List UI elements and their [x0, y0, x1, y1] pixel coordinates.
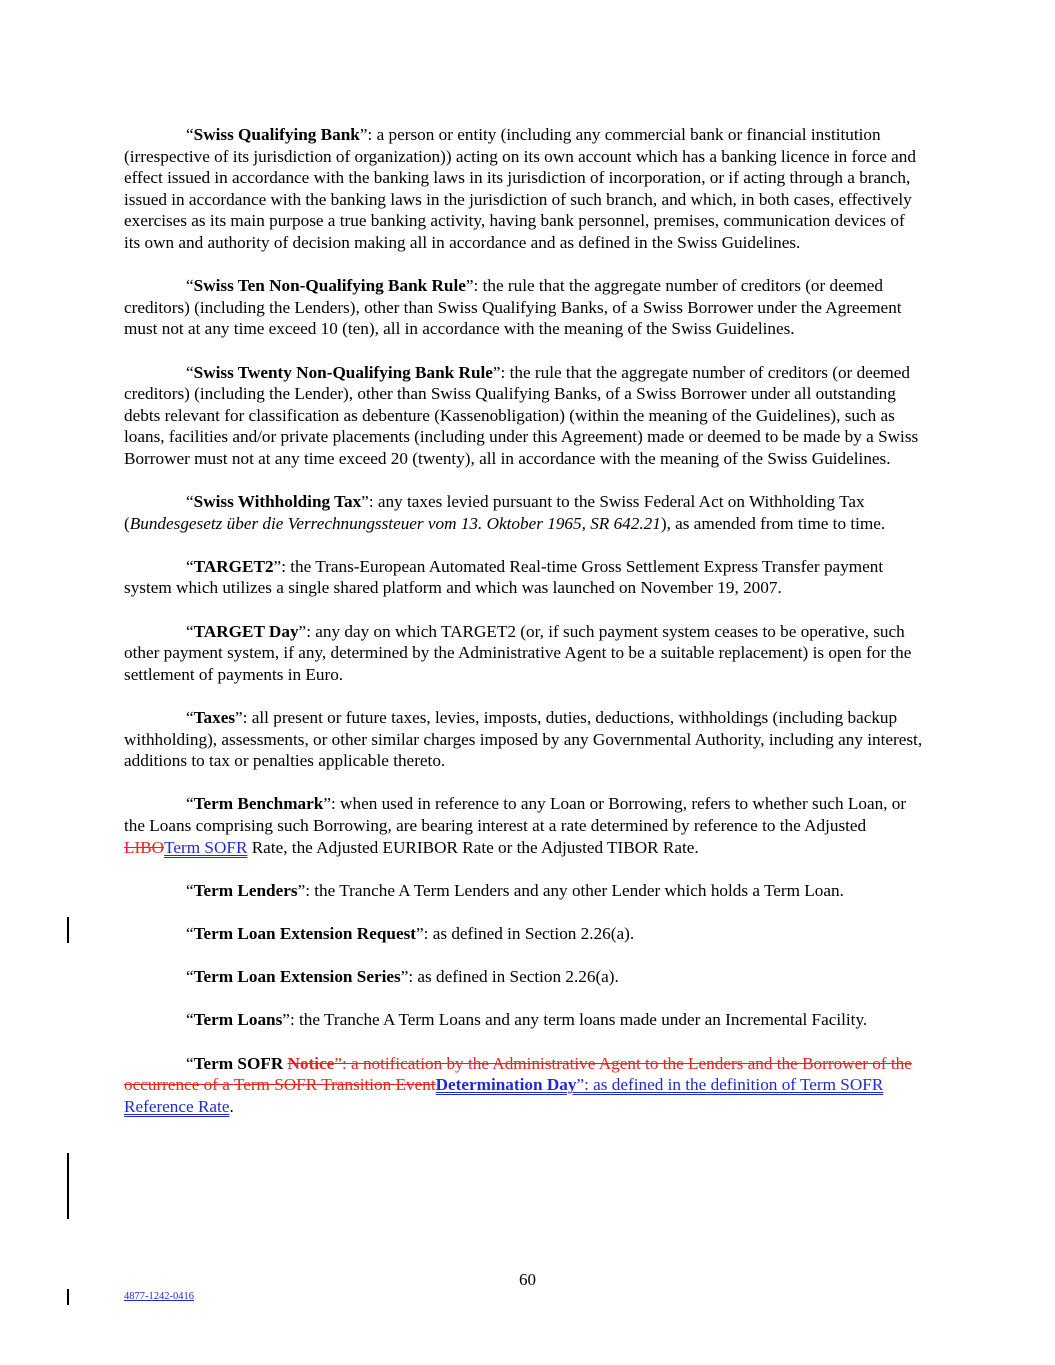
definition-swiss-qualifying-bank: “Swiss Qualifying Bank”: a person or entity (including any commercial bank or financial institution (irrespective of its jurisdiction of organization)) acting on its own account which has a banking licence in force and effect issued in accordance with the banking laws in its jurisdiction of incorporation, or if acting through a branch, issued in accordance with the banking laws in the jurisdiction of such branch, and which, in both cases, effectively exercises as its main purpose a true banking activity, having bank personnel, premises, communication devices of its own and authority of decision making all in accordance and as defined in the Swiss Guidelines.: [124, 125, 916, 252]
inserted-text: Term SOFR: [164, 837, 248, 857]
definition-swiss-ten-rule: “Swiss Ten Non-Qualifying Bank Rule”: the rule that the aggregate number of creditors (or deemed creditors) (including the Lenders), other than Swiss Qualifying Banks, of a Swiss Borrower under the Agreement must not at any time exceed 10 (ten), all in accordance with the meaning of the Swiss Guidelines.: [124, 276, 902, 339]
definition-swiss-twenty-rule: “Swiss Twenty Non-Qualifying Bank Rule”: the rule that the aggregate number of creditors (or deemed creditors) (including the Lender), other than Swiss Qualifying Banks, of a Swiss Borrower under all outstanding debts relevant for classification as debenture (Kassenobligation) (within the meaning of the Guidelines), such as loans, facilities and/or private placements (including under this Agreement) made or deemed to be made by a Swiss Borrower must not at any time exceed 20 (twenty), all in accordance with the meaning of the Swiss Guidelines.: [124, 362, 919, 468]
definition-target-day: “TARGET Day”: any day on which TARGET2 (or, if such payment system ceases to be operative, such other payment system, if any, determined by the Administrative Agent to be a suitable replacement) is open for the settlement of payments in Euro.: [124, 621, 912, 684]
definition-taxes: “Taxes”: all present or future taxes, levies, imposts, duties, deductions, withholdings (including backup withholding), assessments, or other similar charges imposed by any Governmental Authority, including any interest, additions to tax or penalties applicable thereto.: [124, 708, 923, 771]
definition-swiss-withholding-tax: “Swiss Withholding Tax”: any taxes levied pursuant to the Swiss Federal Act on Withholding Tax (Bundesgesetz über die Verrechnungssteuer vom 13. Oktober 1965, SR 642.21), as amended from time to time.: [124, 492, 886, 533]
definition-target2: “TARGET2”: the Trans-European Automated Real-time Gross Settlement Express Transfer payment system which utilizes a single shared platform and which was launched on November 19, 2007.: [124, 556, 884, 598]
definition-term-lenders: “Term Lenders”: the Tranche A Term Lenders and any other Lender which holds a Term Loan.: [186, 880, 844, 900]
change-bar: [67, 917, 69, 943]
document-body: [124, 124, 924, 1139]
deleted-text: ”: a notification by the Administrative Agent to the Lenders and the Borrower of the occurrence of a Term SOFR Transition Event: [124, 1053, 912, 1095]
deleted-text: LIBO: [124, 837, 165, 857]
definition-term-sofr-determination-day: “Term SOFR Notice”: a notification by the Administrative Agent to the Lenders and the Borrower of the occurrence of a Term SOFR Transition EventDetermination Day”: as defined in the definition of Term SOFR Reference Rate.: [124, 1053, 912, 1116]
deleted-term: Notice: [287, 1053, 335, 1073]
definition-term-loan-extension-series: “Term Loan Extension Series”: as defined in Section 2.26(a).: [186, 967, 619, 987]
change-bar: [67, 1289, 69, 1305]
document-id-link[interactable]: 4877-1242-0416: [124, 1291, 194, 1302]
change-bar: [67, 1153, 69, 1219]
definition-term-loan-extension-request: “Term Loan Extension Request”: as defined in Section 2.26(a).: [186, 923, 635, 943]
page-number: 60: [519, 1270, 536, 1289]
definition-term-loans: “Term Loans”: the Tranche A Term Loans and any term loans made under an Incremental Facility.: [186, 1010, 868, 1030]
definition-term-benchmark: “Term Benchmark”: when used in reference to any Loan or Borrowing, refers to whether such Loan, or the Loans comprising such Borrowing, are bearing interest at a rate determined by reference to the Adjusted LIBOTerm SOFR Rate, the Adjusted EURIBOR Rate or the Adjusted TIBOR Rate.: [124, 794, 907, 857]
inserted-text: Determination Day”: as defined in the definition of Term SOFR Reference Rate: [124, 1075, 884, 1116]
